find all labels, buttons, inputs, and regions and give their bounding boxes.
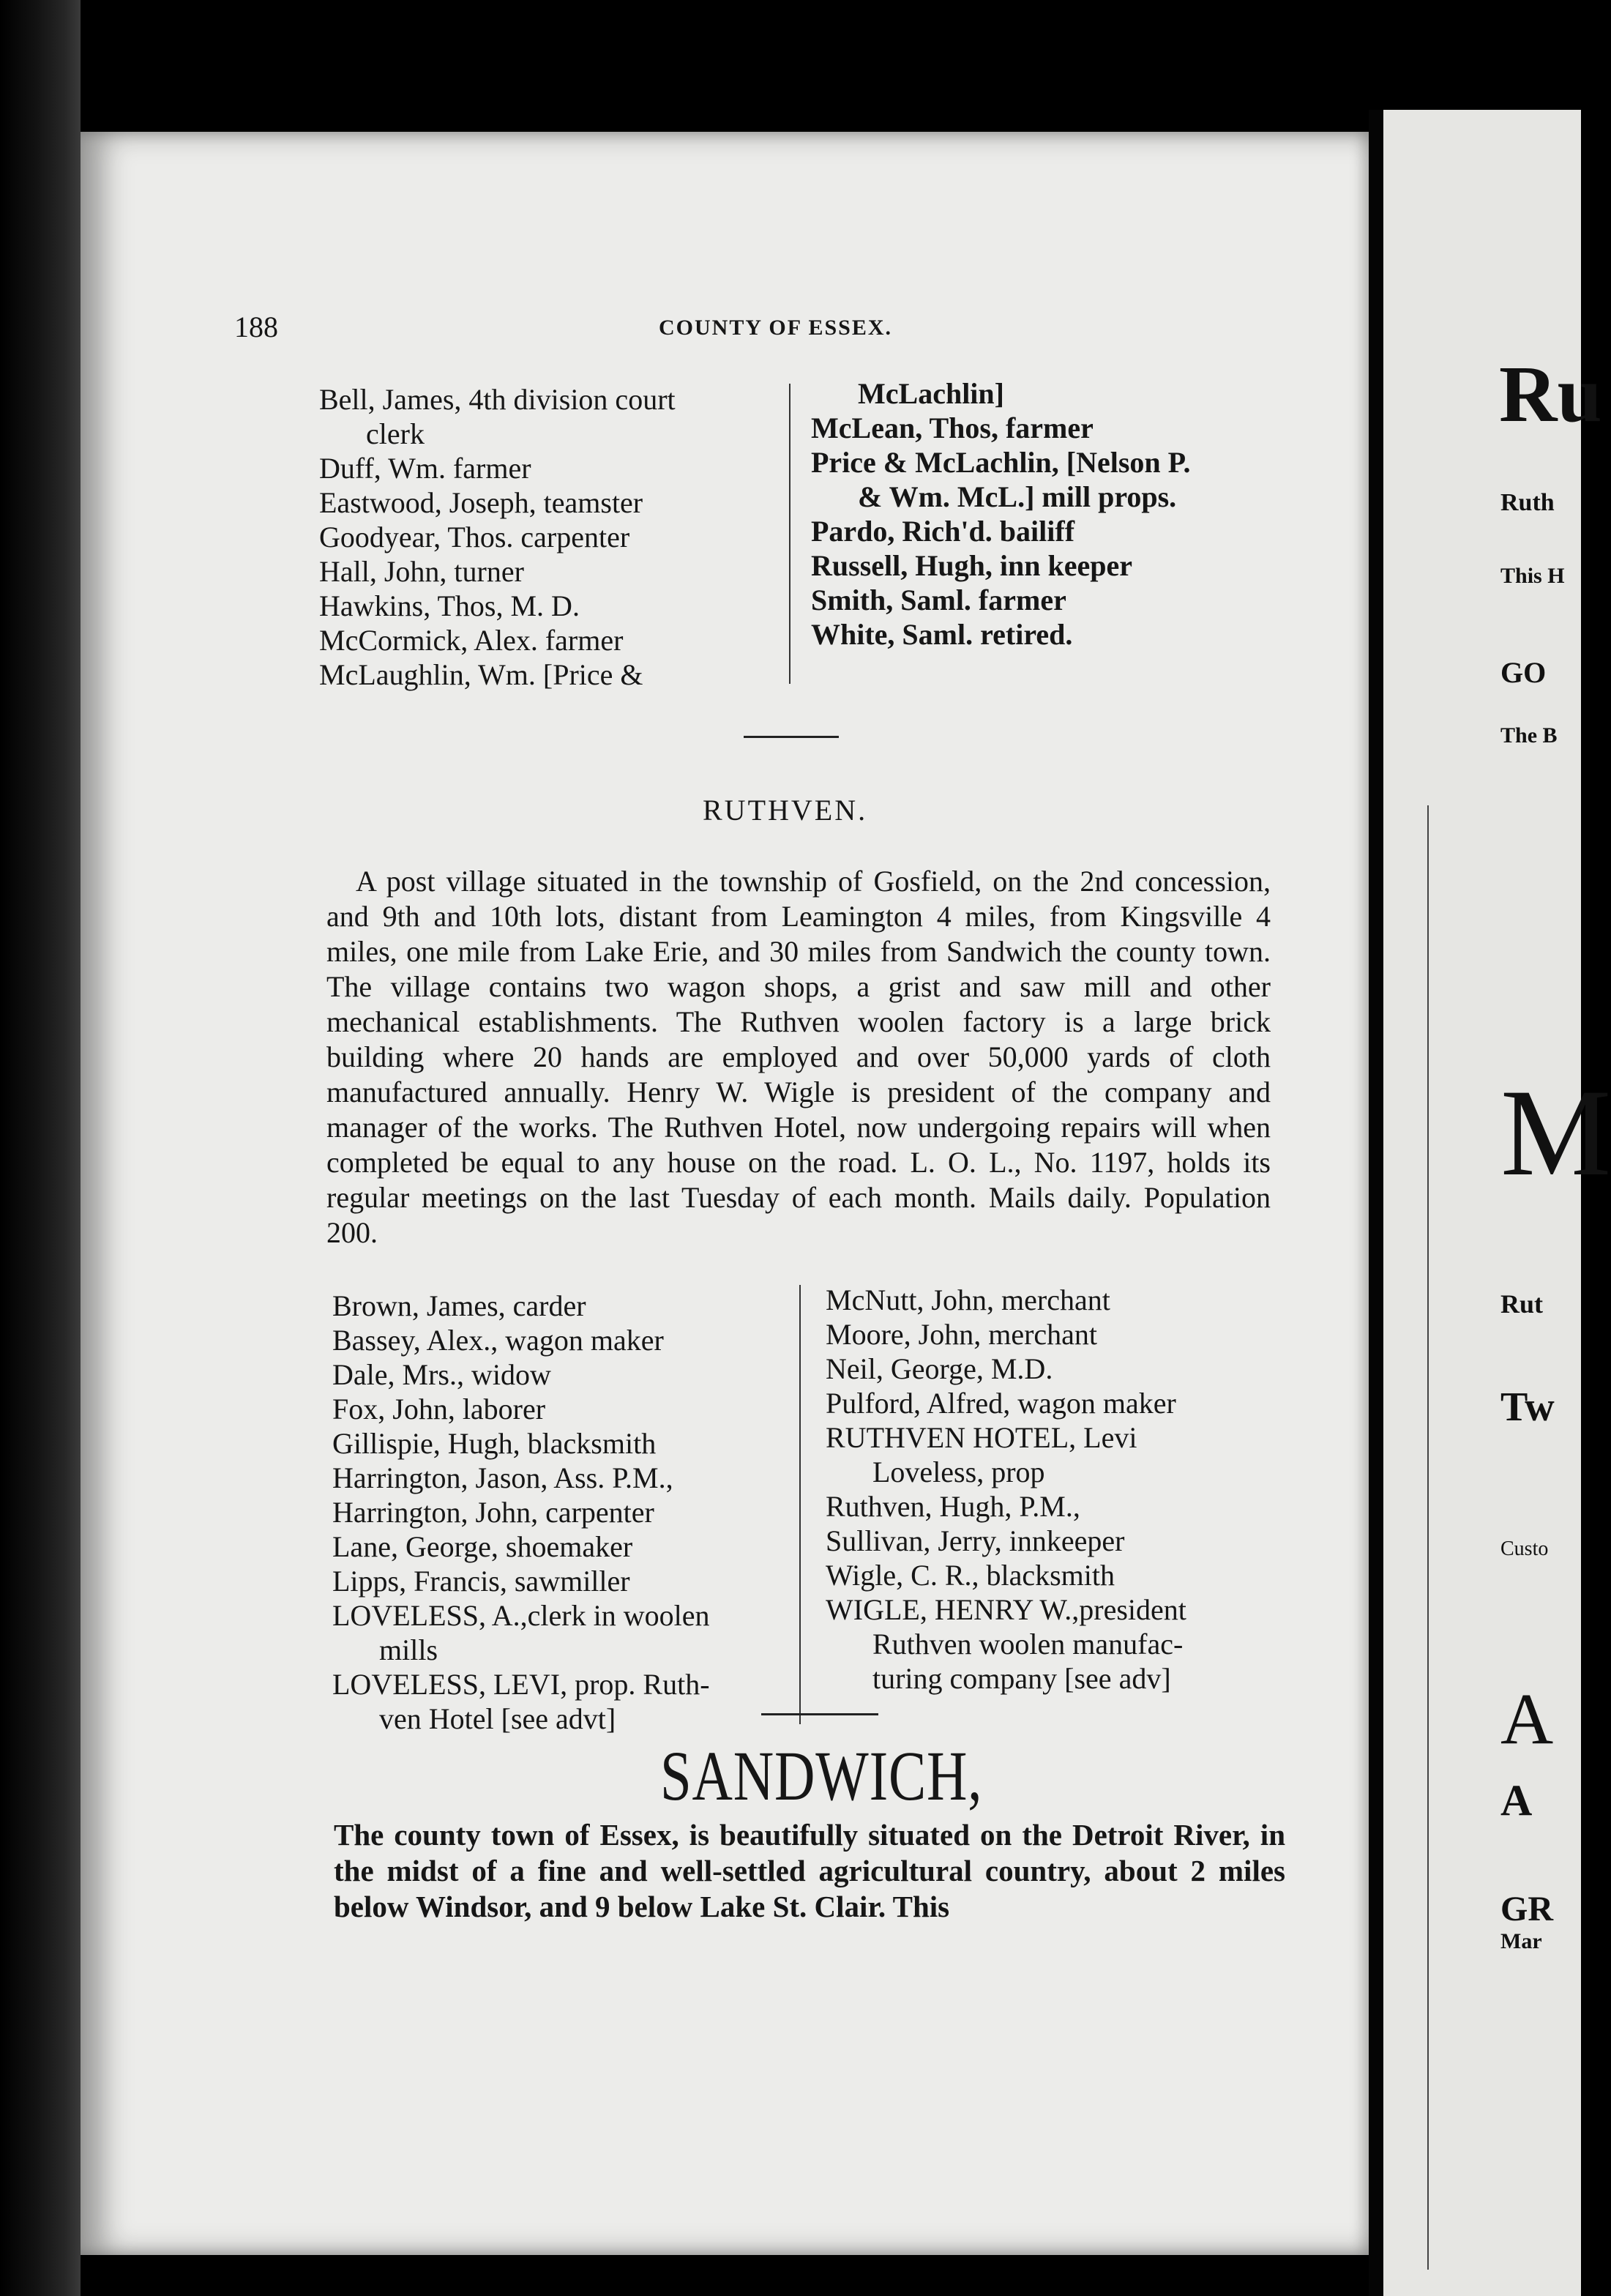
- directory-entry: Lipps, Francis, sawmiller: [332, 1565, 630, 1598]
- running-head: COUNTY OF ESSEX.: [659, 316, 892, 340]
- directory-entry: Russell, Hugh, inn keeper: [811, 549, 1132, 582]
- directory-entry-continuation: turing company [see adv]: [872, 1662, 1171, 1695]
- directory-entry: Wigle, C. R., blacksmith: [826, 1559, 1115, 1592]
- directory-entry: Goodyear, Thos. carpenter: [319, 521, 630, 554]
- directory-entry: Bassey, Alex., wagon maker: [332, 1324, 664, 1357]
- facing-page-rule: [1427, 805, 1429, 2270]
- directory-entry-continuation: ven Hotel [see advt]: [379, 1702, 616, 1735]
- ruthven-column-right: [826, 1283, 1294, 1696]
- directory-entry: Neil, George, M.D.: [826, 1352, 1053, 1385]
- directory-entry: Harrington, John, carpenter: [332, 1496, 654, 1529]
- directory-entry: McCormick, Alex. farmer: [319, 624, 624, 657]
- directory-entry: Gillispie, Hugh, blacksmith: [332, 1427, 657, 1460]
- directory-entry: Smith, Saml. farmer: [811, 584, 1066, 616]
- directory-entry: Harrington, Jason, Ass. P.M.,: [332, 1461, 673, 1494]
- directory-entry: White, Saml. retired.: [811, 618, 1073, 651]
- directory-entry: Moore, John, merchant: [826, 1318, 1098, 1351]
- facing-page-text: This H: [1500, 564, 1565, 588]
- facing-page-text: GO: [1500, 656, 1547, 689]
- directory-entry: WIGLE, HENRY W.,president: [826, 1593, 1186, 1626]
- facing-page-text: M: [1500, 1064, 1611, 1201]
- column-divider: [789, 384, 790, 684]
- directory-entry: Hall, John, turner: [319, 555, 524, 588]
- section-divider: [761, 1713, 878, 1715]
- directory-entry: LOVELESS, LEVI, prop. Ruth-: [332, 1668, 710, 1701]
- directory-entry-continuation: Loveless, prop: [872, 1456, 1045, 1488]
- directory-entry: Sullivan, Jerry, innkeeper: [826, 1524, 1125, 1557]
- section-divider: [744, 736, 839, 738]
- facing-page-text: Ruth: [1500, 489, 1555, 516]
- facing-page-text: Custo: [1500, 1538, 1549, 1560]
- ruthven-column-left: [332, 1289, 786, 1736]
- directory-entry: McLaughlin, Wm. [Price &: [319, 658, 643, 691]
- directory-entry: Lane, George, shoemaker: [332, 1530, 633, 1563]
- directory-entry: Brown, James, carder: [332, 1289, 586, 1322]
- column-divider: [799, 1285, 801, 1724]
- directory-entry: McNutt, John, merchant: [826, 1283, 1110, 1316]
- facing-page-text: GR: [1500, 1890, 1553, 1928]
- section-heading-ruthven: RUTHVEN.: [703, 794, 868, 827]
- sandwich-description: The county town of Essex, is beautifully situated on the Detroit River, in the midst of a fine and well-settled agricultural country, about 2 miles below Windsor, and 9 below Lake St. Clair. This: [334, 1818, 1285, 1923]
- directory-entry-continuation: mills: [379, 1633, 438, 1666]
- facing-page: [1383, 110, 1611, 2296]
- directory-entry: McLean, Thos, farmer: [811, 411, 1094, 444]
- facing-page-text: A: [1500, 1776, 1533, 1824]
- directory-entry-continuation: clerk: [366, 417, 425, 450]
- directory-entry-continuation: Ruthven woolen manufac-: [872, 1628, 1184, 1660]
- directory-column-right: [811, 376, 1279, 652]
- directory-entry: Bell, James, 4th division court: [319, 383, 676, 416]
- directory-entry: Price & McLachlin, [Nelson P.: [811, 446, 1191, 479]
- page-gutter: [1369, 110, 1383, 2296]
- directory-entry: Duff, Wm. farmer: [319, 452, 531, 485]
- directory-entry: Ruthven, Hugh, P.M.,: [826, 1490, 1080, 1523]
- directory-entry: RUTHVEN HOTEL, Levi: [826, 1421, 1137, 1454]
- directory-entry: Hawkins, Thos, M. D.: [319, 589, 580, 622]
- directory-entry: Dale, Mrs., widow: [332, 1358, 551, 1391]
- page-number: 188: [234, 310, 278, 343]
- directory-entry: Eastwood, Joseph, teamster: [319, 486, 643, 519]
- directory-entry: Pulford, Alfred, wagon maker: [826, 1387, 1176, 1420]
- directory-entry: Pardo, Rich'd. bailiff: [811, 515, 1075, 548]
- facing-page-text: A: [1500, 1678, 1554, 1759]
- directory-entry: Fox, John, laborer: [332, 1393, 546, 1425]
- facing-page-text: Ru: [1499, 349, 1602, 439]
- directory-entry: McLachlin]: [858, 377, 1004, 410]
- directory-entry: & Wm. McL.] mill props.: [858, 480, 1177, 513]
- directory-entry: LOVELESS, A.,clerk in woolen: [332, 1599, 710, 1632]
- facing-page-text: Tw: [1500, 1384, 1555, 1430]
- book-binding: [0, 0, 81, 2296]
- facing-page-text: Mar: [1500, 1929, 1542, 1953]
- facing-page-text: Rut: [1500, 1289, 1544, 1319]
- section-heading-sandwich: SANDWICH,: [660, 1737, 983, 1815]
- ruthven-description: A post village situated in the township of Gosfield, on the 2nd concession, and 9th and 10th lots, distant from Leamington 4 miles, from Kingsville 4 miles, one mile from Lake Erie, and 30 miles from Sandwich the county town. The village contains two wagon shops, a grist and saw mill and other mechanical establishments. The Ruthven woolen factory is a large brick building where 20 hands are employed and over 50,000 yards of cloth manufactured annually. Henry W. Wigle is president of the company and manager of the works. The Ruthven Hotel, now undergoing repairs will when completed be equal to any house on the road. L. O. L., No. 1197, holds its regular meetings on the last Tuesday of each month. Mails daily. Population 200.: [326, 865, 1271, 1249]
- facing-page-text: The B: [1500, 723, 1558, 748]
- directory-column-left: [319, 382, 773, 692]
